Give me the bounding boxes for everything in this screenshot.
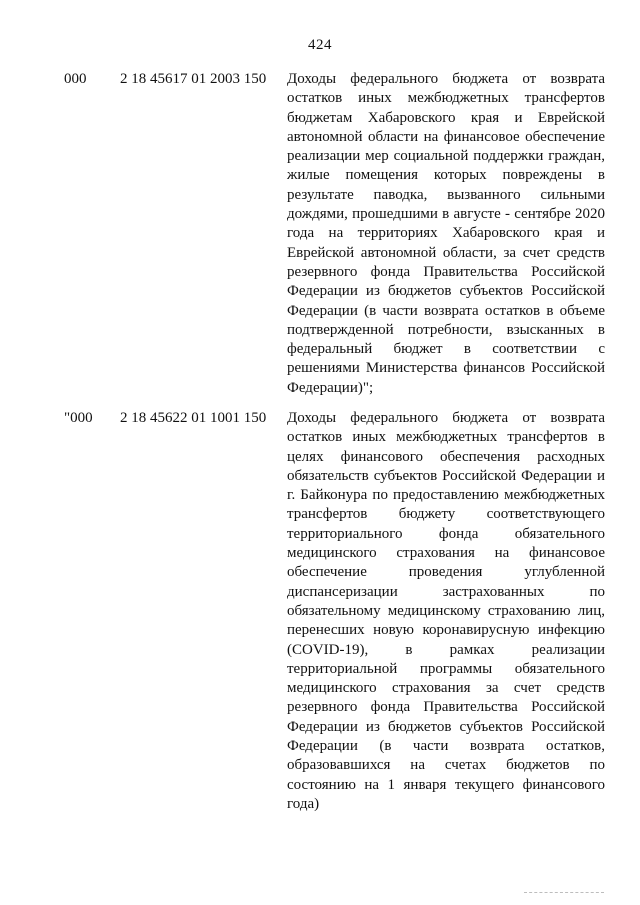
kbk-code: 2 18 45622 01 1001 150 [120,410,267,426]
kbk-code: 2 18 45617 01 2003 150 [120,71,267,87]
entry-description: Доходы федерального бюджета от возврата остатков иных межбюджетных трансфертов бюджетам Хабаровского края и Еврейской автономной области на финансовое обеспечение реализации мер социальной поддержки граждан, жилые помещения которых повреждены в результате паводка, вызванного сильными дождями, прошедшими в августе - сентябре 2020 года на территориях Хабаровского края и Еврейской автономной области, за счет средств резервного фонда Правительства Российской Федерации из бюджетов субъектов Российской Федерации (в части возврата остатков в объеме подтвержденной потребности, взысканных в федеральный бюджет в соответствии с решениями Министерства финансов Российской Федерации)"; [287,71,605,396]
admin-code: 000 [64,71,87,87]
page-number: 424 [308,37,332,53]
scan-edge-mark [524,892,604,894]
admin-code: "000 [64,410,93,426]
entry-description: Доходы федерального бюджета от возврата остатков иных межбюджетных трансфертов в целях финансового обеспечения расходных обязательств субъектов Российской Федерации и г. Байконура по предоставлению межбюджетных трансфертов бюджету соответствующего территориального фонда обязательного медицинского страхования на финансовое обеспечение проведения углубленной диспансеризации застрахованных по обязательному медицинскому страхованию лиц, перенесших новую коронавирусную инфекцию (COVID-19), в рамках реализации территориальной программы обязательного медицинского страхования за счет средств резервного фонда Правительства Российской Федерации из бюджетов субъектов Российской Федерации (в части возврата остатков, образовавшихся на счетах бюджетов по состоянию на 1 января текущего финансового года) [287,410,605,812]
